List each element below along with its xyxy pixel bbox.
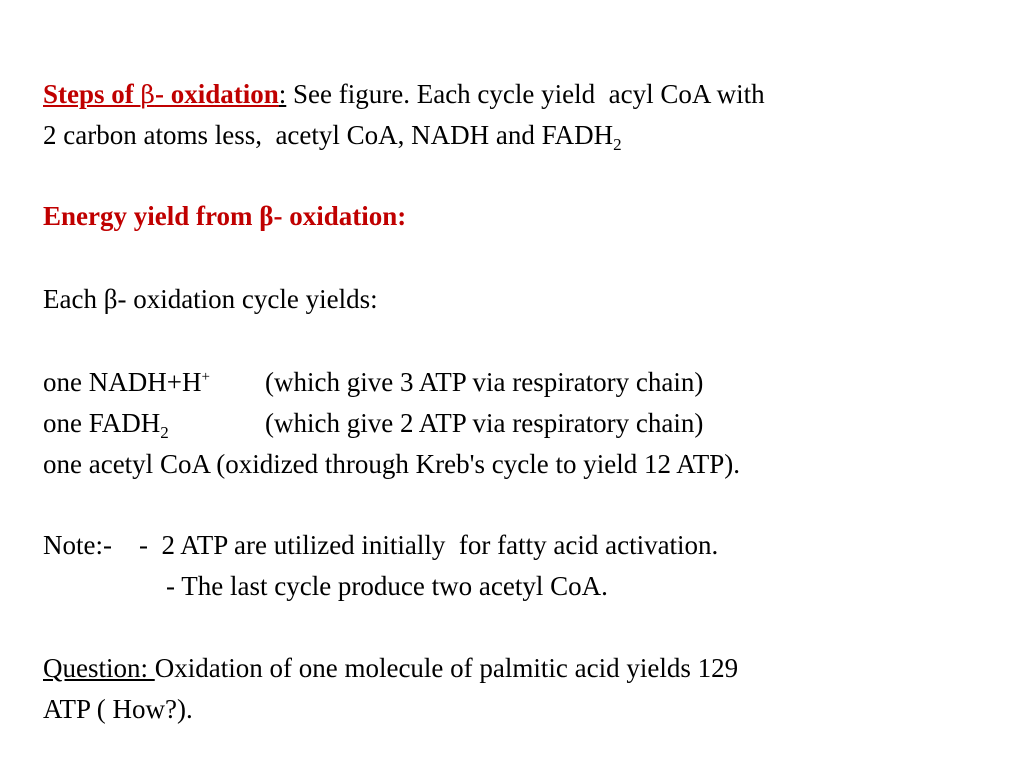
steps-line-1 [43,74,765,114]
steps-heading: Steps of β- oxidation [43,79,279,109]
question-text-1: Oxidation of one molecule of palmitic acid yields 129 [154,653,739,683]
question-label: Question: [43,653,155,683]
note-line-1: Note:- - 2 ATP are utilized initially for fatty acid activation. [43,530,719,560]
fadh-desc: (which give 2 ATP via respiratory chain) [265,408,704,438]
nadh-line [43,362,704,402]
steps-line-2: 2 carbon atoms less, acetyl CoA, NADH and $FADH_2$ [43,120,622,154]
question-line-2: ATP ( How?). [43,694,193,724]
fadh-line [43,403,704,443]
fadh-label: one $FADH_2$ [43,408,169,442]
nadh-desc: (which give 3 ATP via respiratory chain) [265,367,704,397]
beta-symbol: β [140,80,155,109]
nadh-label: one NADH+H+ [43,367,210,397]
each-cycle-text: Each β- oxidation cycle yields: [43,284,378,314]
steps-colon: : [278,79,287,109]
steps-text-1: See figure. Each cycle yield acyl CoA with [286,79,765,109]
question-line-1 [43,648,738,688]
acetyl-line: one acetyl CoA (oxidized through Kreb's cycle to yield 12 ATP). [43,449,740,479]
energy-heading: Energy yield from β- oxidation: [43,201,407,231]
